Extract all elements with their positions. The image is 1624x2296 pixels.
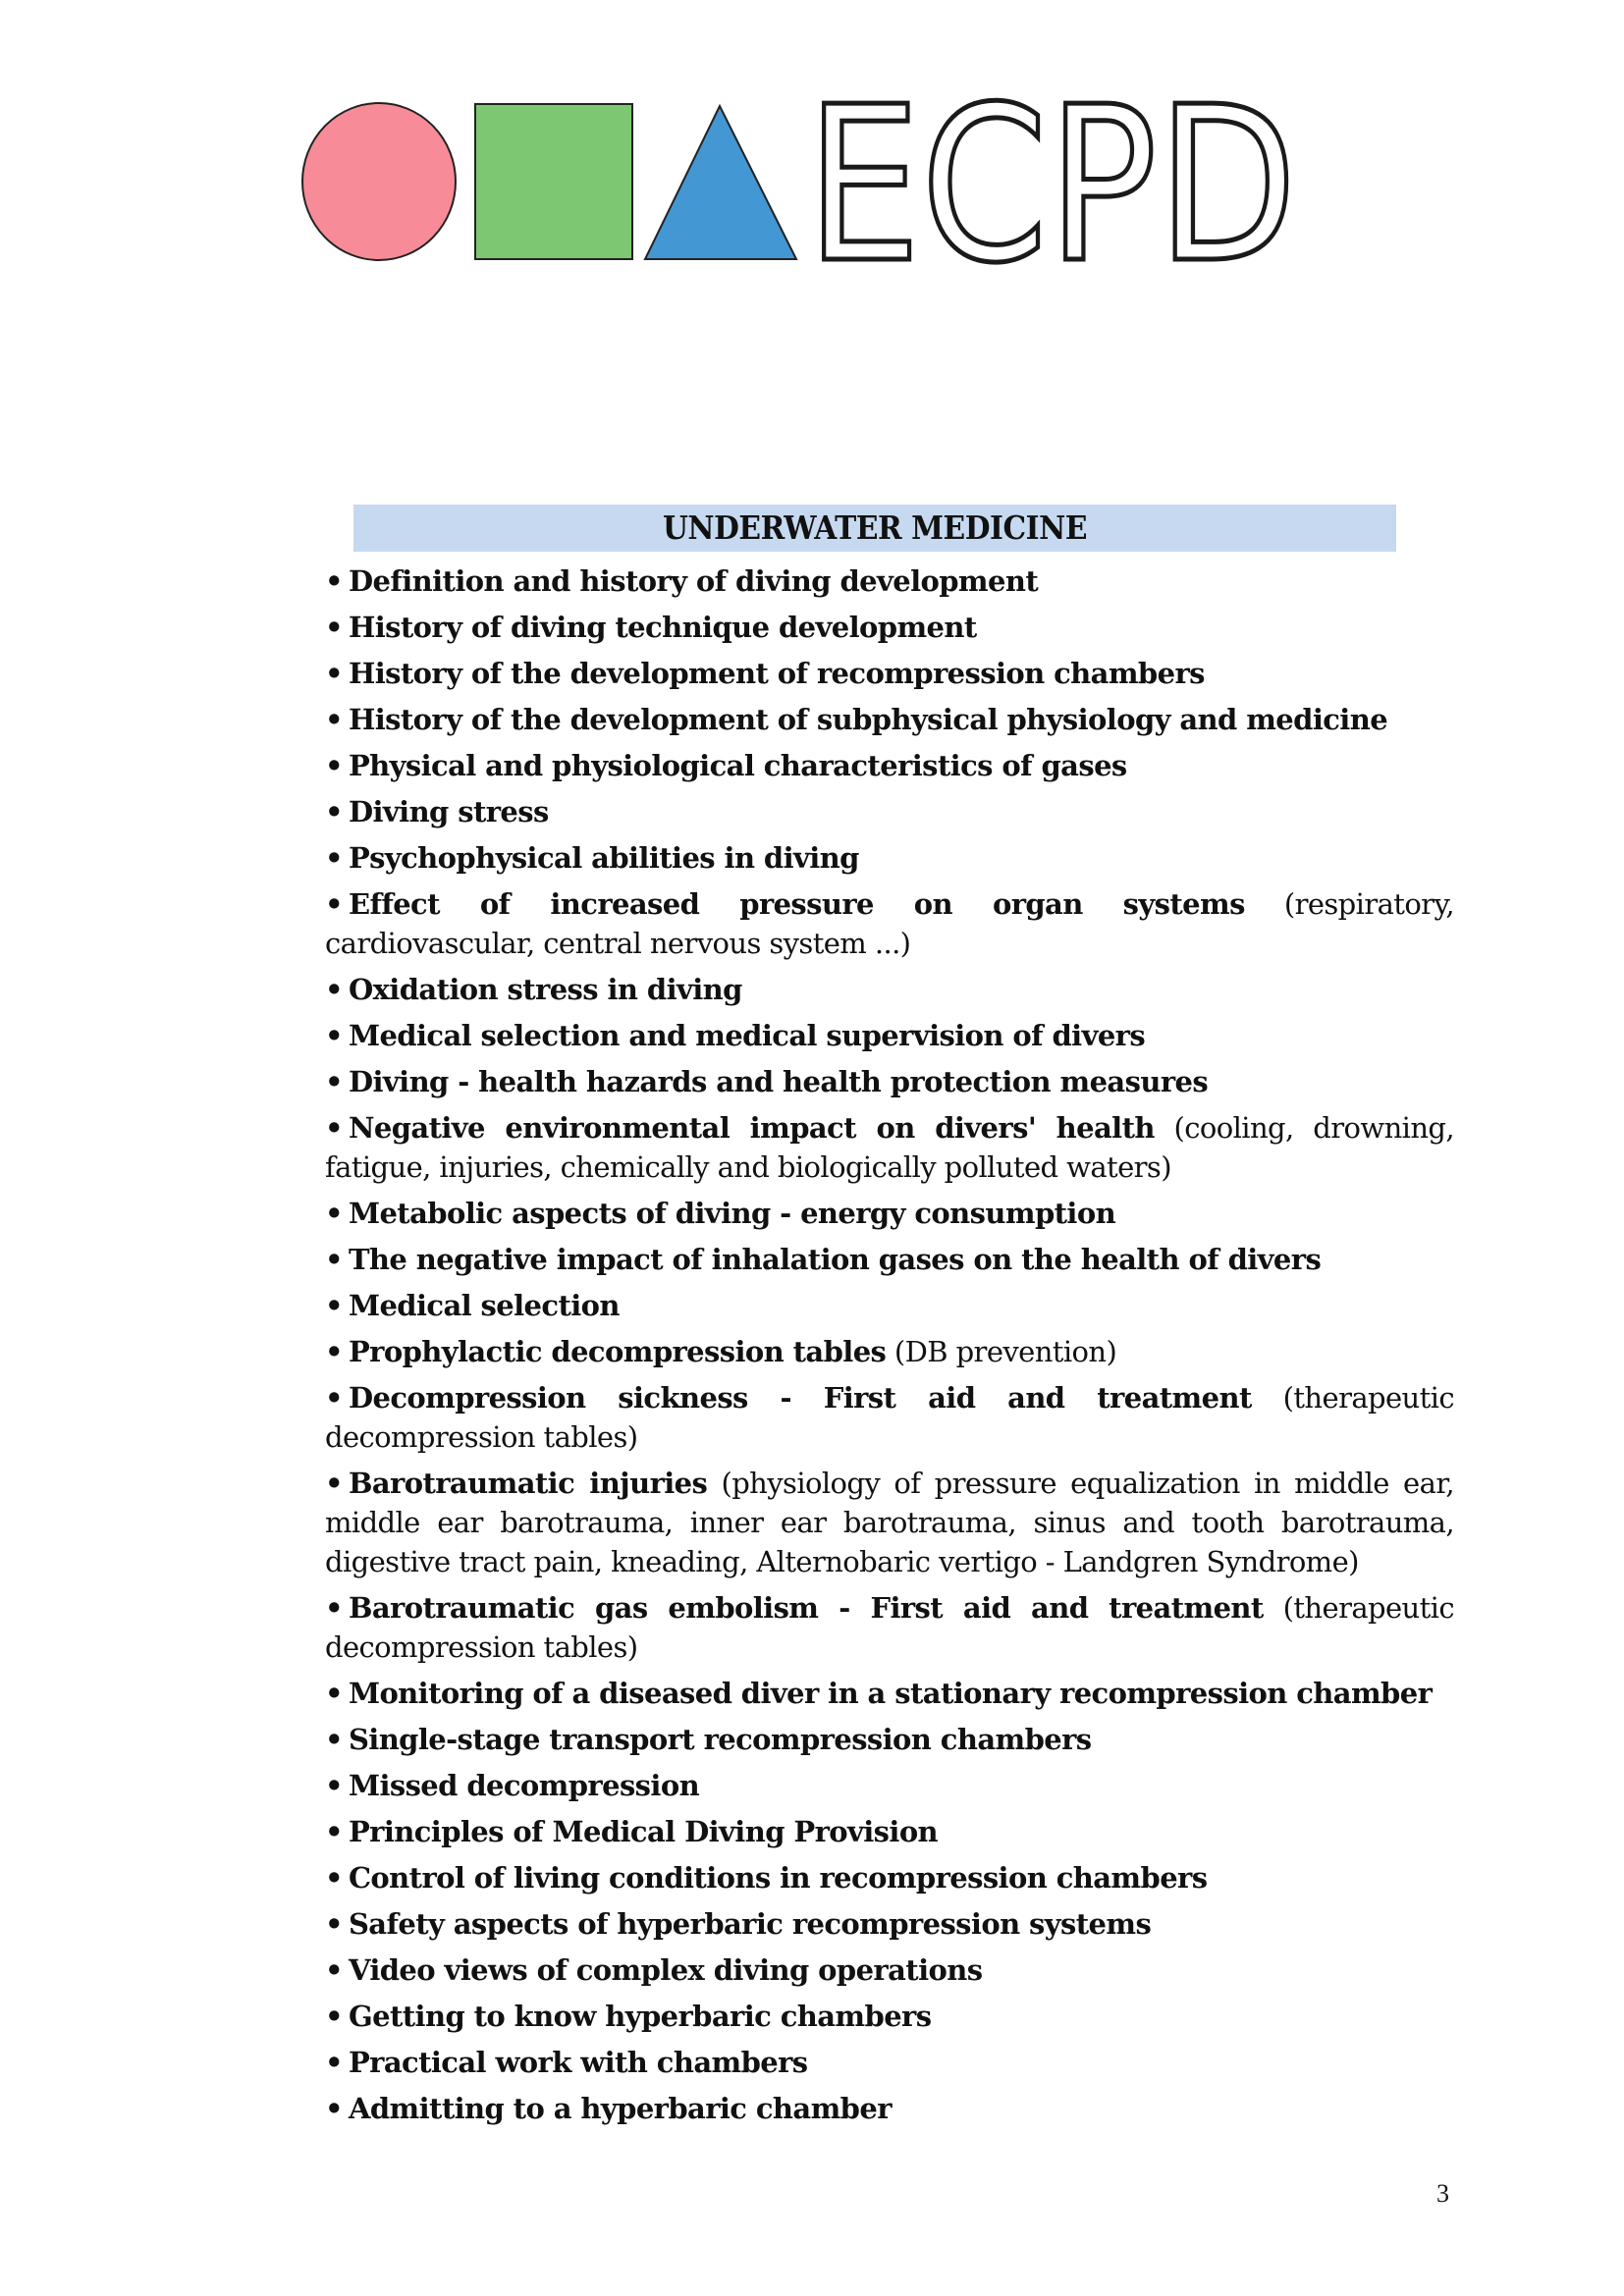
- topic-details: (DB prevention): [886, 1335, 1117, 1368]
- topic-title: Practical work with chambers: [348, 2046, 808, 2079]
- bullet-icon: •: [325, 973, 343, 1006]
- topic-list-item: [325, 700, 1454, 739]
- bullet-icon: •: [325, 1335, 343, 1368]
- topic-title: Control of living conditions in recompression chambers: [348, 1861, 1208, 1895]
- topic-title: Single-stage transport recompression chambers: [348, 1723, 1092, 1756]
- topic-list-item: [325, 1950, 1454, 1990]
- topic-title: Diving stress: [348, 795, 549, 828]
- topic-title: Decompression sickness - First aid and treatment: [348, 1381, 1252, 1415]
- topic-list: [296, 561, 1454, 2128]
- topic-title: Psychophysical abilities in diving: [348, 841, 859, 875]
- topic-list-item: [325, 1997, 1454, 2036]
- bullet-icon: •: [325, 1111, 343, 1145]
- topic-title: Effect of increased pressure on organ systems: [348, 887, 1245, 921]
- topic-list-item: [325, 1378, 1454, 1457]
- bullet-icon: •: [325, 841, 343, 875]
- bullet-icon: •: [325, 887, 343, 921]
- topic-list-item: [325, 1286, 1454, 1325]
- logo-square-shape: [475, 104, 632, 259]
- topic-list-item: [325, 1464, 1454, 1581]
- bullet-icon: •: [325, 1677, 343, 1710]
- logo-text: ECPD: [806, 62, 1297, 310]
- topic-title: Medical selection and medical supervision of divers: [348, 1019, 1146, 1052]
- topic-list-item: [325, 1674, 1454, 1713]
- topic-details: (therapeutic decompression tables): [325, 1591, 1454, 1664]
- topic-details: (physiology of pressure equalization in middle ear, middle ear barotrauma, inner ear barotrauma, sinus and tooth barotrauma, digestive tract pain, kneading, Alternobaric vertigo - Landgren Syndrome): [325, 1467, 1455, 1578]
- bullet-icon: •: [325, 749, 343, 782]
- bullet-icon: •: [325, 1861, 343, 1895]
- topic-list-item: [325, 2043, 1454, 2082]
- logo-triangle-shape: [645, 106, 796, 259]
- bullet-icon: •: [325, 1065, 343, 1098]
- bullet-icon: •: [325, 1381, 343, 1415]
- bullet-icon: •: [325, 611, 343, 644]
- bullet-icon: •: [325, 1243, 343, 1276]
- topic-title: Physical and physiological characteristics of gases: [348, 749, 1127, 782]
- topic-title: Medical selection: [348, 1289, 620, 1322]
- topic-list-item: [325, 884, 1454, 963]
- bullet-icon: •: [325, 1591, 343, 1625]
- bullet-icon: •: [325, 1769, 343, 1802]
- topic-list-item: [325, 1812, 1454, 1851]
- topic-list-item: [325, 1062, 1454, 1101]
- page-number: 3: [1436, 2179, 1449, 2208]
- topic-list-item: [325, 970, 1454, 1009]
- topic-title: Negative environmental impact on divers' health: [348, 1111, 1155, 1145]
- topic-title: Definition and history of diving development: [348, 564, 1039, 598]
- topic-title: Getting to know hyperbaric chambers: [348, 2000, 932, 2033]
- topic-details: (therapeutic decompression tables): [325, 1381, 1454, 1454]
- topic-title: Metabolic aspects of diving - energy consumption: [348, 1197, 1116, 1230]
- topic-details: (respiratory, cardiovascular, central nervous system ...): [325, 887, 1454, 960]
- topic-title: History of the development of recompression chambers: [348, 657, 1205, 690]
- bullet-icon: •: [325, 2000, 343, 2033]
- topic-title: Barotraumatic gas embolism - First aid and treatment: [348, 1591, 1264, 1625]
- bullet-icon: •: [325, 1019, 343, 1052]
- bullet-icon: •: [325, 657, 343, 690]
- topic-list-item: [325, 838, 1454, 878]
- topic-title: Oxidation stress in diving: [348, 973, 742, 1006]
- bullet-icon: •: [325, 2046, 343, 2079]
- topic-list-item: [325, 1588, 1454, 1667]
- topic-title: History of the development of subphysical physiology and medicine: [348, 703, 1388, 736]
- bullet-icon: •: [325, 1907, 343, 1941]
- topic-list-item: [325, 1904, 1454, 1944]
- topic-list-item: [325, 2089, 1454, 2128]
- logo-circle-shape: [302, 103, 456, 260]
- topic-list-item: [325, 1108, 1454, 1187]
- bullet-icon: •: [325, 564, 343, 598]
- topic-title: Admitting to a hyperbaric chamber: [348, 2092, 892, 2125]
- topic-list-item: [325, 1766, 1454, 1805]
- topic-details: (cooling, drowning, fatigue, injuries, chemically and biologically polluted waters): [325, 1111, 1454, 1184]
- topic-list-item: [325, 654, 1454, 693]
- topic-list-item: [325, 1858, 1454, 1897]
- topic-title: Missed decompression: [348, 1769, 700, 1802]
- bullet-icon: •: [325, 1467, 343, 1500]
- topic-title: Principles of Medical Diving Provision: [348, 1815, 939, 1848]
- topic-title: Diving - health hazards and health protection measures: [348, 1065, 1209, 1098]
- topic-list-item: [325, 746, 1454, 785]
- bullet-icon: •: [325, 1815, 343, 1848]
- topic-list-item: [325, 1720, 1454, 1759]
- bullet-icon: •: [325, 795, 343, 828]
- topic-title: The negative impact of inhalation gases on the health of divers: [348, 1243, 1322, 1276]
- bullet-icon: •: [325, 1197, 343, 1230]
- topic-list-item: [325, 608, 1454, 647]
- topic-list-item: [325, 1194, 1454, 1233]
- bullet-icon: •: [325, 2092, 343, 2125]
- topic-list-item: [325, 1332, 1454, 1371]
- topic-title: Barotraumatic injuries: [348, 1467, 708, 1500]
- bullet-icon: •: [325, 703, 343, 736]
- topic-list-item: [325, 1240, 1454, 1279]
- topic-title: Safety aspects of hyperbaric recompression systems: [348, 1907, 1152, 1941]
- topic-title: Video views of complex diving operations: [348, 1953, 983, 1987]
- underwater-medicine-section: [296, 505, 1454, 2128]
- topic-list-item: [325, 792, 1454, 831]
- bullet-icon: •: [325, 1289, 343, 1322]
- bullet-icon: •: [325, 1953, 343, 1987]
- topic-list-item: [325, 561, 1454, 601]
- bullet-icon: •: [325, 1723, 343, 1756]
- topic-list-item: [325, 1016, 1454, 1055]
- ecpd-logo-graphic: [300, 62, 1302, 310]
- topic-title: History of diving technique development: [348, 611, 977, 644]
- topic-title: Monitoring of a diseased diver in a stationary recompression chamber: [348, 1677, 1433, 1710]
- ecpd-logo: [300, 62, 1302, 310]
- section-title: UNDERWATER MEDICINE: [353, 505, 1396, 552]
- topic-title: Prophylactic decompression tables: [348, 1335, 887, 1368]
